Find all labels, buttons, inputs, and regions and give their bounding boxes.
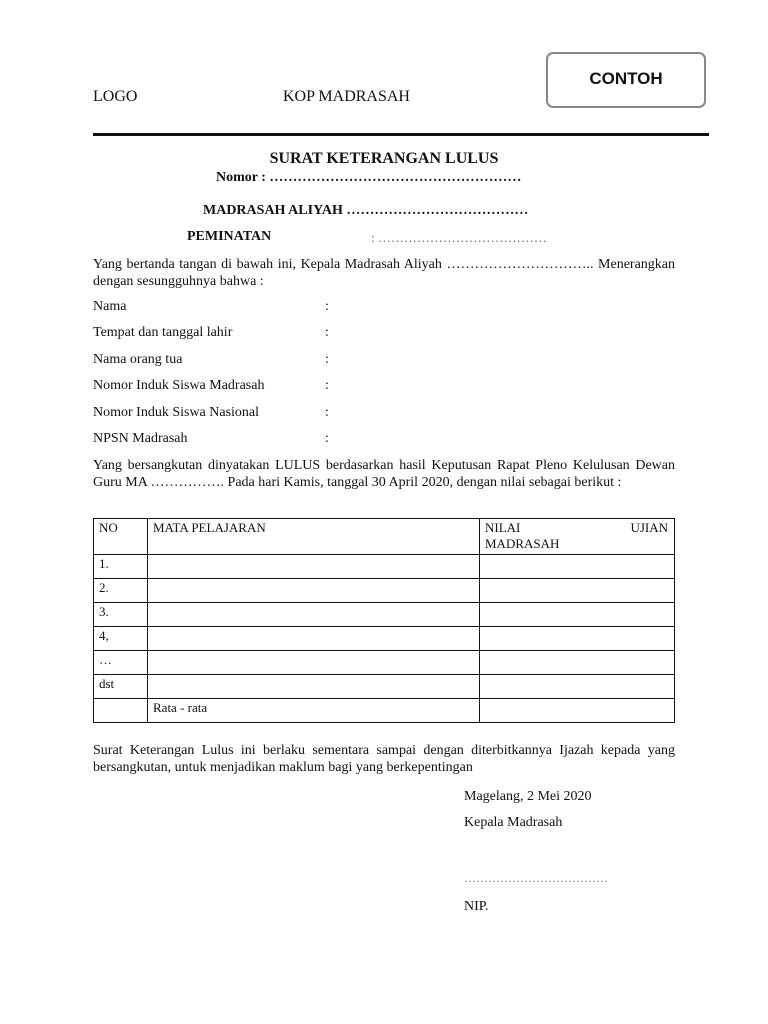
header-nilai-word: NILAI [485,520,521,535]
contoh-stamp: CONTOH [546,52,706,108]
closing-paragraph: Surat Keterangan Lulus ini berlaku sementara sampai dengan diterbitkannya Ijazah kepada yang bersangkutan, untuk menjadikan maklum bagi yang berkepentingan [93,743,675,775]
header-nilai-ujian-madrasah [480,519,675,555]
cell-no [94,699,148,723]
cell-no: 2. [94,579,148,603]
table-row [94,627,675,651]
field-colon: : [325,352,329,367]
cell-nilai [480,675,675,699]
logo-placeholder: LOGO [93,88,138,105]
cell-nilai [480,579,675,603]
cell-nilai [480,555,675,579]
grades-table [93,518,675,723]
table-row [94,603,675,627]
signature-position: Kepala Madrasah [464,815,563,830]
field-colon: : [325,405,329,420]
document-number: Nomor : ……………………………………………… [216,170,522,185]
header-ujian-word: UJIAN [630,520,668,535]
field-colon: : [325,431,329,446]
signature-nip: NIP. [464,899,489,914]
cell-no: … [94,651,148,675]
cell-nilai [480,603,675,627]
cell-mapel [148,651,480,675]
letterhead-title: KOP MADRASAH [283,88,410,105]
cell-mapel [148,603,480,627]
intro-paragraph: Yang bertanda tangan di bawah ini, Kepala Madrasah Aliyah ………………………….. Menerangkan dengan sesungguhnya bahwa : [93,257,675,289]
field-colon: : [325,378,329,393]
field-label-nama: Nama [93,299,127,314]
field-colon: : [325,299,329,314]
peminatan-label: PEMINATAN [187,229,272,244]
cell-mapel [148,675,480,699]
table-row [94,555,675,579]
field-label-npsn: NPSN Madrasah [93,431,188,446]
cell-mapel: Rata - rata [148,699,480,723]
field-label-nism: Nomor Induk Siswa Madrasah [93,378,265,393]
graduation-statement: Yang bersangkutan dinyatakan LULUS berdasarkan hasil Keputusan Rapat Pleno Kelulusan Dewan Guru MA ……………. Pada hari Kamis, tanggal 30 April 2020, dengan nilai sebagai berikut : [93,458,675,490]
header-mata-pelajaran: MATA PELAJARAN [148,519,480,555]
table-row-average [94,699,675,723]
signature-name-line: ……………………………… [464,871,608,885]
peminatan-value: : ………………………………… [371,230,547,245]
madrasah-aliyah-line: MADRASAH ALIYAH ………………………………… [203,203,529,218]
document-title: SURAT KETERANGAN LULUS [269,150,499,167]
table-row [94,651,675,675]
cell-no: 4, [94,627,148,651]
table-header-row [94,519,675,555]
table-row [94,579,675,603]
cell-no: dst [94,675,148,699]
field-label-nisn: Nomor Induk Siswa Nasional [93,405,260,420]
signature-place-date: Magelang, 2 Mei 2020 [464,789,592,804]
letterhead-divider [93,133,709,136]
cell-no: 1. [94,555,148,579]
cell-nilai [480,627,675,651]
header-madrasah-word: MADRASAH [485,536,560,551]
cell-nilai [480,699,675,723]
header-no: NO [94,519,148,555]
cell-mapel [148,555,480,579]
field-label-ttl: Tempat dan tanggal lahir [93,325,233,340]
field-colon: : [325,325,329,340]
cell-mapel [148,627,480,651]
table-row [94,675,675,699]
cell-mapel [148,579,480,603]
cell-nilai [480,651,675,675]
field-label-orang-tua: Nama orang tua [93,352,183,367]
cell-no: 3. [94,603,148,627]
